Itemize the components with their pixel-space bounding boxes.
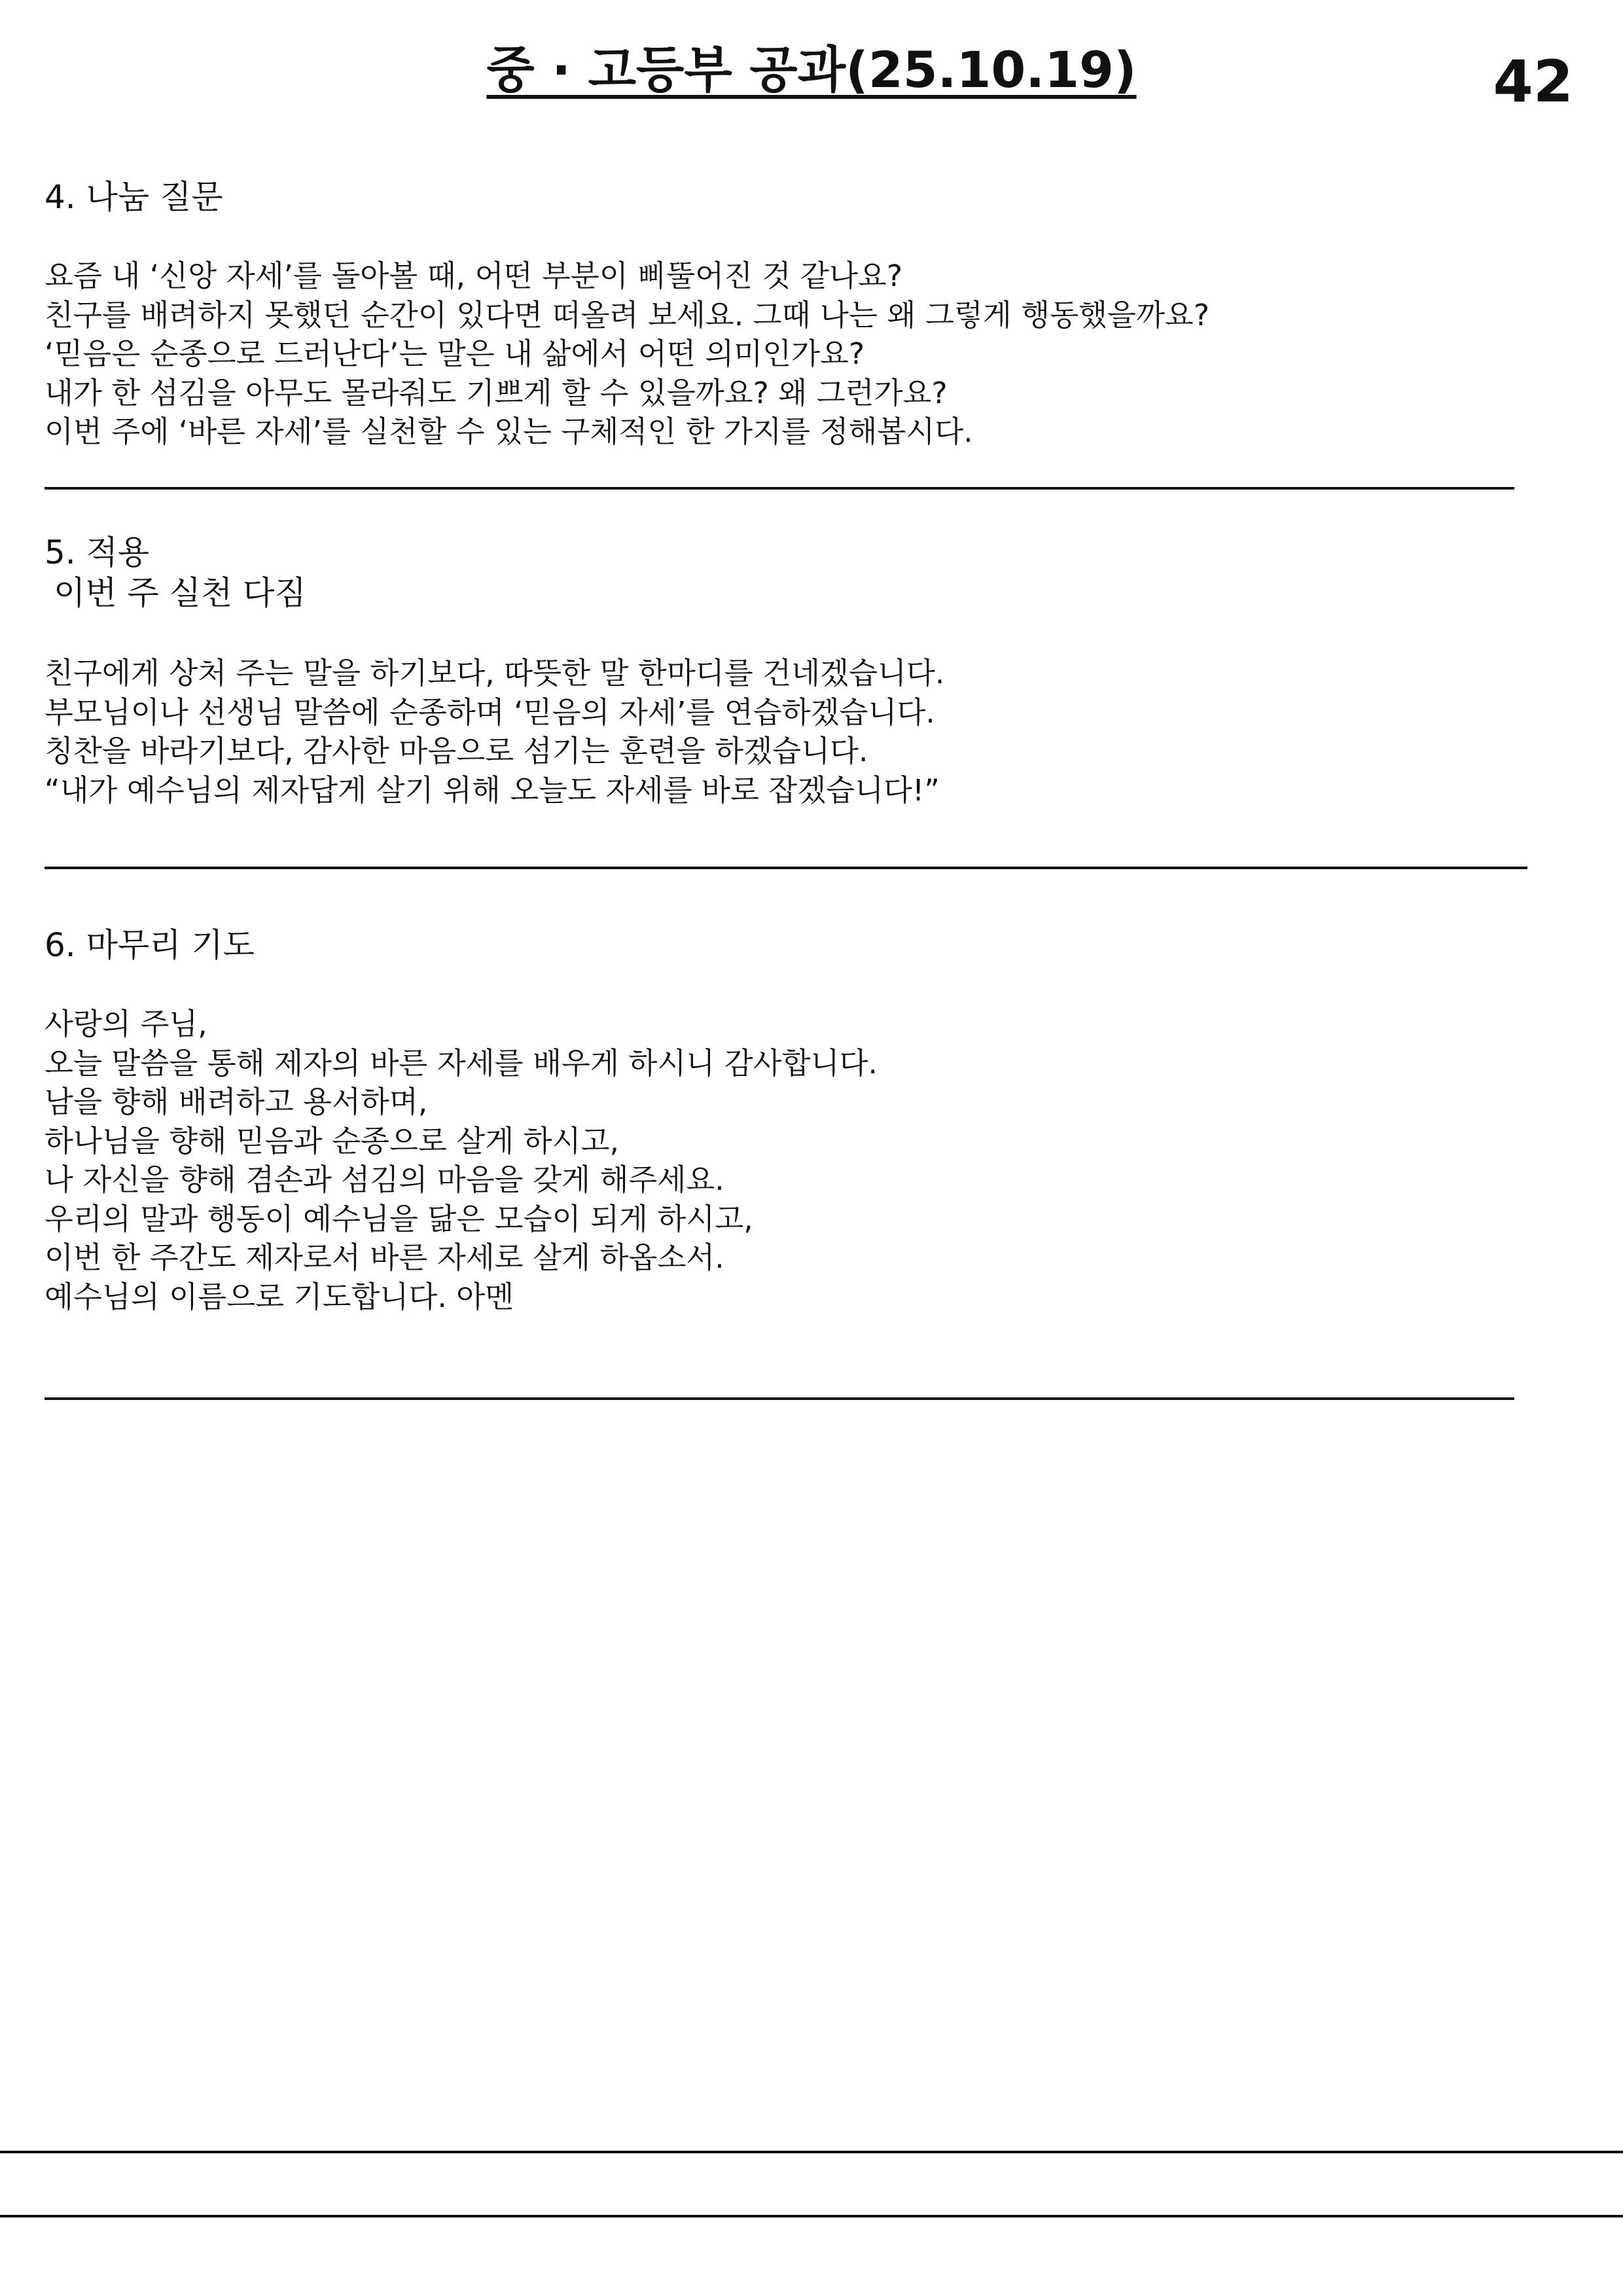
footer-rule-top — [0, 2151, 1623, 2153]
list-item: 하나님을 향해 믿음과 순종으로 살게 하시고, — [45, 1123, 619, 1158]
section-divider — [45, 1397, 1514, 1400]
list-item: 내가 한 섬김을 아무도 몰라줘도 기쁘게 할 수 있을까요? 왜 그런가요? — [45, 375, 948, 410]
list-item: 예수님의 이름으로 기도합니다. 아멘 — [45, 1279, 514, 1314]
list-item: 남을 향해 배려하고 용서하며, — [45, 1085, 428, 1119]
section-divider — [45, 487, 1514, 490]
list-item: 이번 주에 ‘바른 자세’를 실천할 수 있는 구체적인 한 가지를 정해봅시다. — [45, 414, 973, 449]
page-number: 42 — [1493, 48, 1573, 115]
list-item: 오늘 말씀을 통해 제자의 바른 자세를 배우게 하시니 감사합니다. — [45, 1045, 878, 1081]
list-item: 사랑의 주님, — [45, 1007, 207, 1041]
list-item: “내가 예수님의 제자답게 살기 위해 오늘도 자세를 바로 잡겠습니다!” — [45, 772, 940, 808]
section-heading: 5. 적용 — [45, 533, 150, 571]
list-item: 친구에게 상처 주는 말을 하기보다, 따뜻한 말 한마디를 건네겠습니다. — [45, 656, 945, 691]
section-divider — [45, 867, 1527, 869]
page-title-text: 중 · 고등부 공과(25.10.19) — [486, 41, 1137, 99]
list-item: 부모님이나 선생님 말씀에 순종하며 ‘믿음의 자세’를 연습하겠습니다. — [45, 694, 935, 730]
list-item: 요즘 내 ‘신앙 자세’를 돌아볼 때, 어떤 부분이 삐뚤어진 것 같나요? — [45, 259, 902, 293]
list-item: 칭찬을 바라기보다, 감사한 마음으로 섬기는 훈련을 하겠습니다. — [45, 734, 868, 768]
question-list — [45, 257, 1209, 452]
list-item: 이번 한 주간도 제자로서 바른 자세로 살게 하옵소서. — [45, 1240, 724, 1275]
section-subheading: 이번 주 실천 다짐 — [54, 574, 306, 612]
section-application — [45, 532, 944, 810]
page-title — [0, 34, 1623, 106]
section-heading: 4. 나눔 질문 — [45, 178, 223, 216]
section-sharing-questions — [45, 177, 1209, 452]
list-item: 우리의 말과 행동이 예수님을 닮은 모습이 되게 하시고, — [45, 1201, 753, 1236]
commitment-list — [45, 654, 944, 810]
list-item: 나 자신을 향해 겸손과 섬김의 마음을 갖게 해주세요. — [45, 1162, 724, 1197]
section-heading: 6. 마무리 기도 — [45, 926, 255, 964]
prayer-text — [45, 1005, 878, 1316]
list-item: 친구를 배려하지 못했던 순간이 있다면 떠올려 보세요. 그때 나는 왜 그렇게 행동했을까요? — [45, 297, 1210, 332]
footer-rule-bottom — [0, 2215, 1623, 2217]
list-item: ‘믿음은 순종으로 드러난다’는 말은 내 삶에서 어떤 의미인가요? — [45, 336, 865, 371]
section-closing-prayer — [45, 925, 878, 1316]
